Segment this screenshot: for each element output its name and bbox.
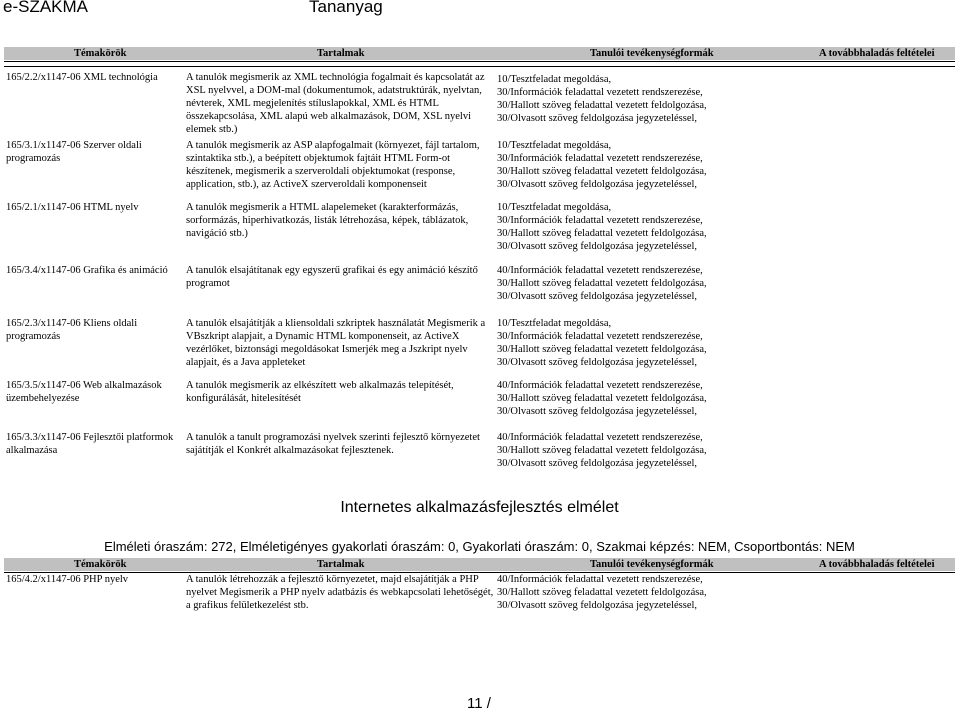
row-activities — [497, 431, 797, 470]
row-topic: 165/2.3/x1147-06 Kliens oldali programozás — [6, 318, 138, 342]
page-title: Tananyag — [309, 0, 383, 16]
activity-line: 30/Olvasott szöveg feldolgozása jegyzeteléssel, — [497, 357, 698, 368]
activity-line: 30/Hallott szöveg feladattal vezetett feldolgozása, — [497, 166, 707, 177]
activity-line: 30/Hallott szöveg feladattal vezetett feldolgozása, — [497, 587, 707, 598]
activity-line: 30/Olvasott szöveg feldolgozása jegyzeteléssel, — [497, 406, 698, 417]
row-activities — [497, 73, 797, 125]
row-activities — [497, 317, 797, 369]
row-topic: 165/3.3/x1147-06 Fejlesztői platformok alkalmazása — [6, 432, 174, 456]
activity-line: 10/Tesztfeladat megoldása, — [497, 140, 612, 151]
activity-line: 30/Olvasott szöveg feldolgozása jegyzeteléssel, — [497, 179, 698, 190]
activity-line: 30/Olvasott szöveg feldolgozása jegyzeteléssel, — [497, 458, 698, 469]
activity-line: 30/Olvasott szöveg feldolgozása jegyzeteléssel, — [497, 600, 698, 611]
table-rule — [4, 66, 955, 67]
row-topic: 165/2.1/x1147-06 HTML nyelv — [6, 202, 139, 213]
activity-line: 30/Hallott szöveg feladattal vezetett feldolgozása, — [497, 278, 707, 289]
activity-line: 30/Hallott szöveg feladattal vezetett feldolgozása, — [497, 445, 707, 456]
row-activities — [497, 264, 797, 303]
column-header-contents: Tartalmak — [317, 48, 365, 59]
table-rule — [4, 61, 955, 62]
row-topic: 165/2.2/x1147-06 XML technológia — [6, 72, 158, 83]
activity-line: 30/Hallott szöveg feladattal vezetett feldolgozása, — [497, 344, 707, 355]
activity-line: 30/Hallott szöveg feladattal vezetett feldolgozása, — [497, 228, 707, 239]
activity-line: 10/Tesztfeladat megoldása, — [497, 318, 612, 329]
page-number: 11 / — [467, 695, 491, 712]
section-title: Internetes alkalmazásfejlesztés elmélet — [340, 499, 619, 516]
column-header-topics: Témakörök — [74, 48, 127, 59]
activity-line: 10/Tesztfeladat megoldása, — [497, 202, 612, 213]
row-content: A tanulók a tanult programozási nyelvek szerinti fejlesztő környezetet sajátítják el Konkrét alkalmazásokat fejlesztenek. — [186, 432, 480, 456]
row-content: A tanulók elsajátítanak egy egyszerű grafikai és egy animáció készítő programot — [186, 265, 478, 289]
row-content: A tanulók megismerik az XML technológia fogalmait és kapcsolatát az XSL nyelvvel, a DOM-mal (dokumentumok, adatstruktúrák, nyelvtan, névterek, XML megjelenítés stíluslapokkal, XML és HTML összekapcsolása, XML alapú web alkalmazások, DOM, XSL nyelvi elemek stb.) — [186, 72, 485, 135]
activity-line: 40/Információk feladattal vezetett rendszerezése, — [497, 265, 703, 276]
section-info: Elméleti óraszám: 272, Elméletigényes gyakorlati óraszám: 0, Gyakorlati óraszám: 0, Szakmai képzés: NEM, Csoportbontás: NEM — [104, 539, 855, 554]
row-activities — [497, 201, 797, 253]
brand-label: e-SZAKMA — [3, 0, 89, 16]
row-content: A tanulók megismerik az ASP alapfogalmait (környezet, fájl tartalom, szintaktika stb.), a beépített objektumok fajtáit HTML Form-ot készítenek, megismerik a szerveroldali objektumokat (response, application, stb.), az ActiveX szerveroldali komponenseit — [186, 140, 480, 190]
activity-line: 30/Olvasott szöveg feldolgozása jegyzeteléssel, — [497, 113, 698, 124]
activity-line: 10/Tesztfeladat megoldása, — [497, 74, 612, 85]
activity-line: 30/Információk feladattal vezetett rendszerezése, — [497, 153, 703, 164]
row-content: A tanulók megismerik a HTML alapelemeket (karakterformázás, sorformázás, hiperhivatkozás, listák létrehozása, képek, táblázatok, navigáció stb.) — [186, 202, 469, 239]
column-header-activities: Tanulói tevékenységformák — [590, 559, 714, 570]
row-topic: 165/3.5/x1147-06 Web alkalmazások üzembehelyezése — [6, 380, 162, 404]
row-activities — [497, 139, 797, 191]
activity-line: 40/Információk feladattal vezetett rendszerezése, — [497, 432, 703, 443]
row-content: A tanulók létrehozzák a fejlesztő környezetet, majd elsajátítják a PHP nyelvet Megismerik a PHP nyelv adatbázis és webkapcsolati lehetőségét, a grafikus felületkezelést stb. — [186, 574, 494, 611]
column-header-conditions: A továbbhaladás feltételei — [819, 48, 935, 59]
row-topic: 165/3.1/x1147-06 Szerver oldali programozás — [6, 140, 142, 164]
row-content: A tanulók elsajátítják a kliensoldali szkriptek használatát Megismerik a VBszkript alapjait, a Dynamic HTML komponenseit, az ActiveX vezérlőket, biztonsági megoldásokat Ismerjék meg a Jszkript nyelv alapjait, és a Java appleteket — [186, 318, 486, 368]
column-header-conditions: A továbbhaladás feltételei — [819, 559, 935, 570]
activity-line: 30/Hallott szöveg feladattal vezetett feldolgozása, — [497, 393, 707, 404]
activity-line: 30/Hallott szöveg feladattal vezetett feldolgozása, — [497, 100, 707, 111]
row-activities — [497, 379, 797, 418]
activity-line: 40/Információk feladattal vezetett rendszerezése, — [497, 380, 703, 391]
activity-line: 30/Információk feladattal vezetett rendszerezése, — [497, 87, 703, 98]
table-header — [4, 47, 955, 60]
activity-line: 40/Információk feladattal vezetett rendszerezése, — [497, 574, 703, 585]
column-header-topics: Témakörök — [74, 559, 127, 570]
row-topic: 165/3.4/x1147-06 Grafika és animáció — [6, 265, 168, 276]
table-header — [4, 558, 955, 571]
column-header-contents: Tartalmak — [317, 559, 365, 570]
row-activities — [497, 573, 797, 612]
activity-line: 30/Olvasott szöveg feldolgozása jegyzeteléssel, — [497, 291, 698, 302]
row-topic: 165/4.2/x1147-06 PHP nyelv — [6, 574, 129, 585]
activity-line: 30/Információk feladattal vezetett rendszerezése, — [497, 215, 703, 226]
activity-line: 30/Információk feladattal vezetett rendszerezése, — [497, 331, 703, 342]
column-header-activities: Tanulói tevékenységformák — [590, 48, 714, 59]
row-content: A tanulók megismerik az elkészített web alkalmazás telepítését, konfigurálását, hitelesítését — [186, 380, 454, 404]
activity-line: 30/Olvasott szöveg feldolgozása jegyzeteléssel, — [497, 241, 698, 252]
